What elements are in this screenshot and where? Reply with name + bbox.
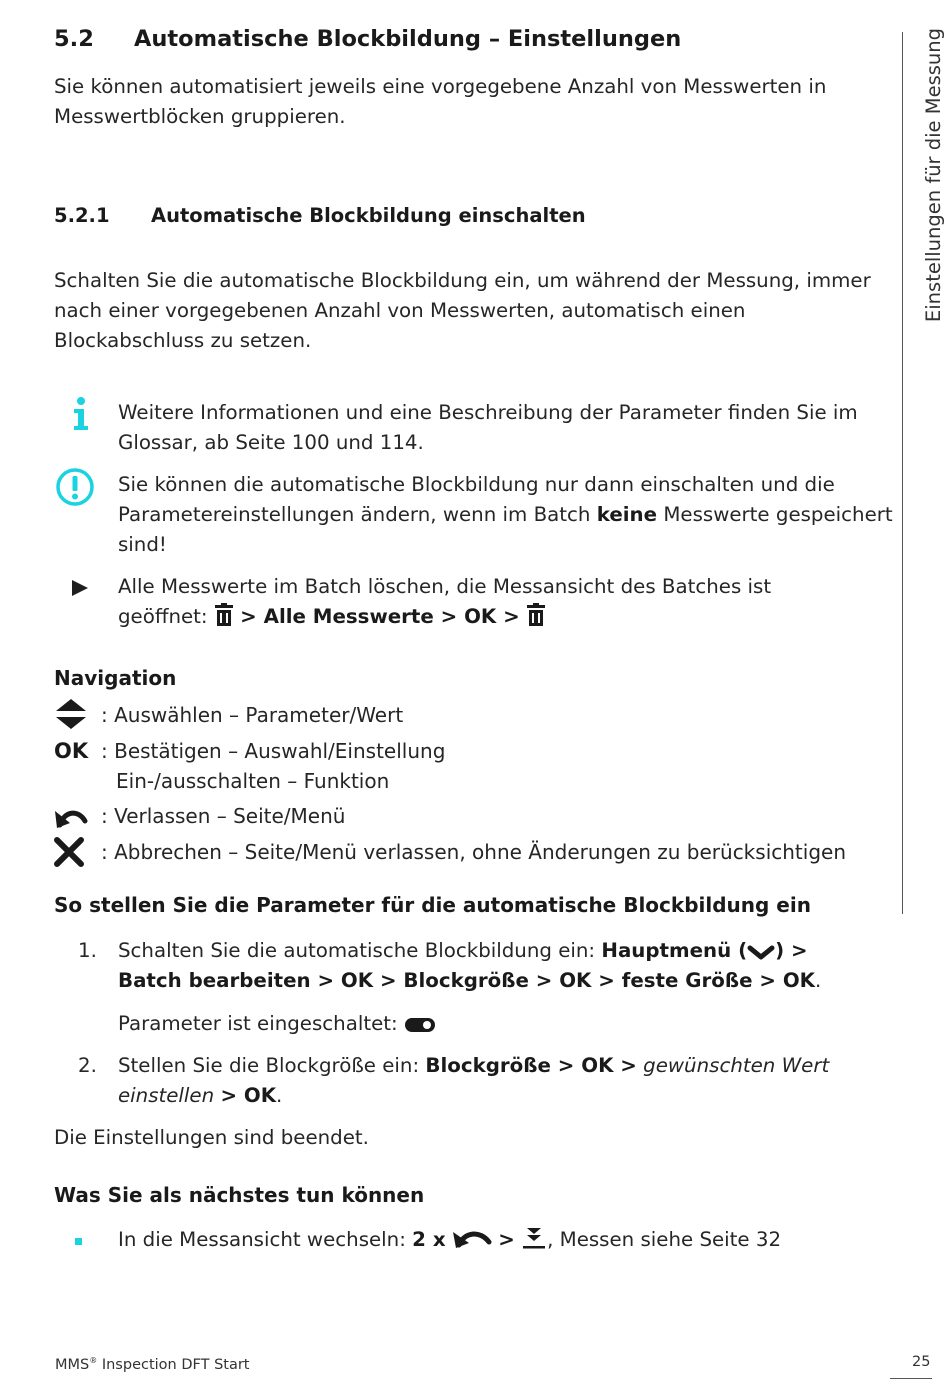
navigation-heading: Navigation <box>54 666 177 690</box>
page-number-rule <box>890 1378 932 1379</box>
chevron-down-icon <box>747 945 775 961</box>
trash-icon <box>214 603 234 627</box>
nav-item-cancel: : Abbrechen – Seite/Menü verlassen, ohne Änderungen zu berücksichtigen <box>54 837 894 867</box>
back-arrow-icon <box>54 801 88 831</box>
action-item: Alle Messwerte im Batch löschen, die Messansicht des Batches ist geöffnet: > Alle Messwerte > OK > <box>118 575 772 628</box>
subsection-intro: Schalten Sie die automatische Blockbildung ein, um während der Messung, immer nach einer vorgegebenen Anzahl von Messwerten, automatisch einen Blockabschluss zu setzen. <box>54 269 871 352</box>
subsection-title: Automatische Blockbildung einschalten <box>151 204 586 227</box>
subsection-number: 5.2.1 <box>54 204 110 227</box>
nav-item-back: : Verlassen – Seite/Menü <box>54 801 554 831</box>
action-path: > Alle Messwerte > OK > <box>240 605 520 628</box>
side-rule <box>902 32 903 914</box>
next-item: In die Messansicht wechseln: 2 x > , Messen siehe Seite 32 <box>118 1224 898 1255</box>
warning-icon <box>55 467 95 507</box>
page-number: 25 <box>912 1354 931 1370</box>
section-intro: Sie können automatisiert jeweils eine vorgegebene Anzahl von Messwerten in Messwertblöcken gruppieren. <box>54 75 827 128</box>
subsection-heading <box>54 204 586 227</box>
info-icon <box>68 396 94 432</box>
section-title: Automatische Blockbildung – Einstellungen <box>134 26 682 52</box>
ok-symbol: OK <box>54 739 89 763</box>
footer-product: MMS® Inspection DFT Start <box>55 1356 250 1373</box>
back-arrow-icon <box>452 1224 492 1250</box>
step-2: 2. Stellen Sie die Blockgröße ein: Blockgröße > OK > gewünschten Wert einstellen > OK. <box>78 1054 830 1107</box>
toggle-on-icon <box>404 1016 436 1034</box>
section-heading <box>54 26 681 52</box>
info-note: Weitere Informationen und eine Beschreibung der Parameter finden Sie im Glossar, ab Seite 100 und 114. <box>118 401 858 454</box>
procedure-heading: So stellen Sie die Parameter für die automatische Blockbildung ein <box>54 893 811 917</box>
up-down-arrows-icon <box>54 700 88 730</box>
trash-icon <box>526 603 546 627</box>
procedure-done: Die Einstellungen sind beendet. <box>54 1126 369 1149</box>
cross-icon <box>54 837 88 867</box>
step-1: 1. Schalten Sie die automatische Blockbildung ein: Hauptmenü ( ) > Batch bearbeiten > OK > Blockgröße > OK > feste Größe > OK. <box>78 939 822 992</box>
warning-note: Sie können die automatische Blockbildung nur dann einschalten und die Parametereinstellungen ändern, wenn im Batch keine Messwerte gespeichert sind! <box>118 473 893 556</box>
measure-view-icon <box>521 1226 547 1250</box>
nav-item-select: : Auswählen – Parameter/Wert <box>54 700 554 730</box>
action-triangle-icon <box>71 579 89 597</box>
warning-emphasis: keine <box>596 503 658 526</box>
step-1-result: Parameter ist eingeschaltet: <box>78 1009 898 1039</box>
nav-item-confirm: OK : Bestätigen – Auswahl/Einstellung Ein-/ausschalten – Funktion <box>54 736 554 796</box>
side-chapter-label: Einstellungen für die Messung <box>922 28 945 323</box>
next-heading: Was Sie als nächstes tun können <box>54 1183 425 1207</box>
bullet <box>75 1238 82 1245</box>
section-number: 5.2 <box>54 26 94 52</box>
